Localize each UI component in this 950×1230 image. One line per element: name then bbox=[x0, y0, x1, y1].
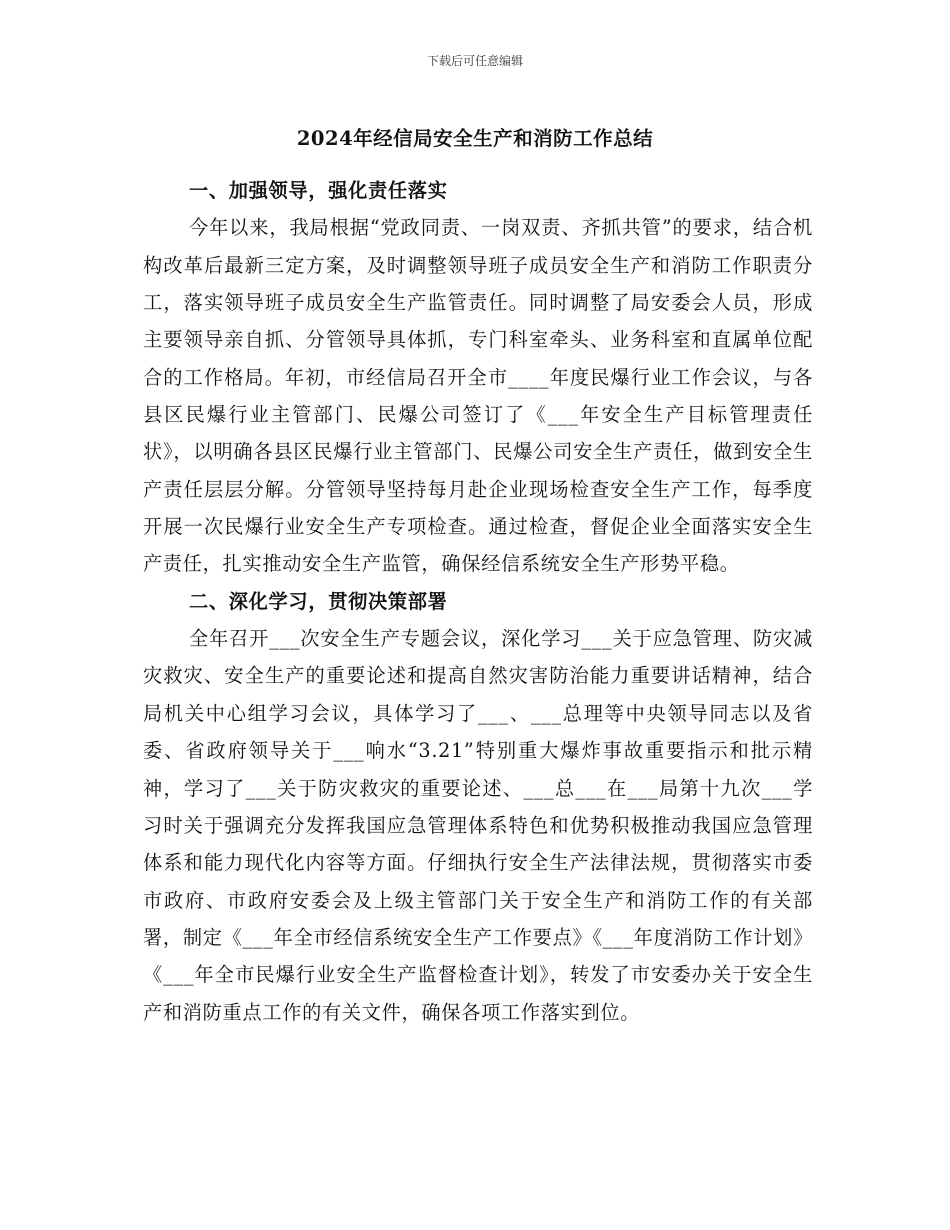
document-title: 2024年经信局安全生产和消防工作总结 bbox=[296, 127, 654, 150]
section-heading: 一、加强领导，强化责任落实 bbox=[189, 179, 448, 202]
section-paragraph: 今年以来，我局根据“党政同责、一岗双责、齐抓共管”的要求，结合机构改革后最新三定方案，及时调整领导班子成员安全生产和消防工作职责分工，落实领导班子成员安全生产监管责任。同时调整了局安委会人员，形成主要领导亲自抓、分管领导具体抓，专门科室牵头、业务科室和直属单位配合的工作格局。年初，市经信局召开全市____年度民爆行业工作会议，与各县区民爆行业主管部门、民爆公司签订了《___年安全生产目标管理责任状》，以明确各县区民爆行业主管部门、民爆公司安全生产责任，做到安全生产责任层层分解。分管领导坚持每月赴企业现场检查安全生产工作，每季度开展一次民爆行业安全生产专项检查。通过检查，督促企业全面落实安全生产责任，扎实推动安全生产监管，确保经信系统安全生产形势平稳。 bbox=[143, 216, 813, 576]
section-1 bbox=[143, 172, 813, 583]
section-paragraph: 全年召开___次安全生产专题会议，深化学习___关于应急管理、防灾减灾救灾、安全生产的重要论述和提高自然灾害防治能力重要讲话精神，结合局机关中心组学习会议，具体学习了___、___总理等中央领导同志以及省委、省政府领导关于___响水“3.21”特别重大爆炸事故重要指示和批示精神，学习了___关于防灾救灾的重要论述、___总___在___局第十九次___学习时关于强调充分发挥我国应急管理体系特色和优势积极推动我国应急管理体系和能力现代化内容等方面。仔细执行安全生产法律法规，贯彻落实市委市政府、市政府安委会及上级主管部门关于安全生产和消防工作的有关部署，制定《___年全市经信系统安全生产工作要点》《___年度消防工作计划》《___年全市民爆行业安全生产监督检查计划》，转发了市安委办关于安全生产和消防重点工作的有关文件，确保各项工作落实到位。 bbox=[143, 627, 813, 1024]
page-header-note: 下载后可任意编辑 bbox=[426, 54, 523, 68]
section-2 bbox=[143, 583, 813, 1031]
document-body bbox=[143, 172, 813, 1031]
section-heading: 二、深化学习，贯彻决策部署 bbox=[189, 589, 448, 613]
